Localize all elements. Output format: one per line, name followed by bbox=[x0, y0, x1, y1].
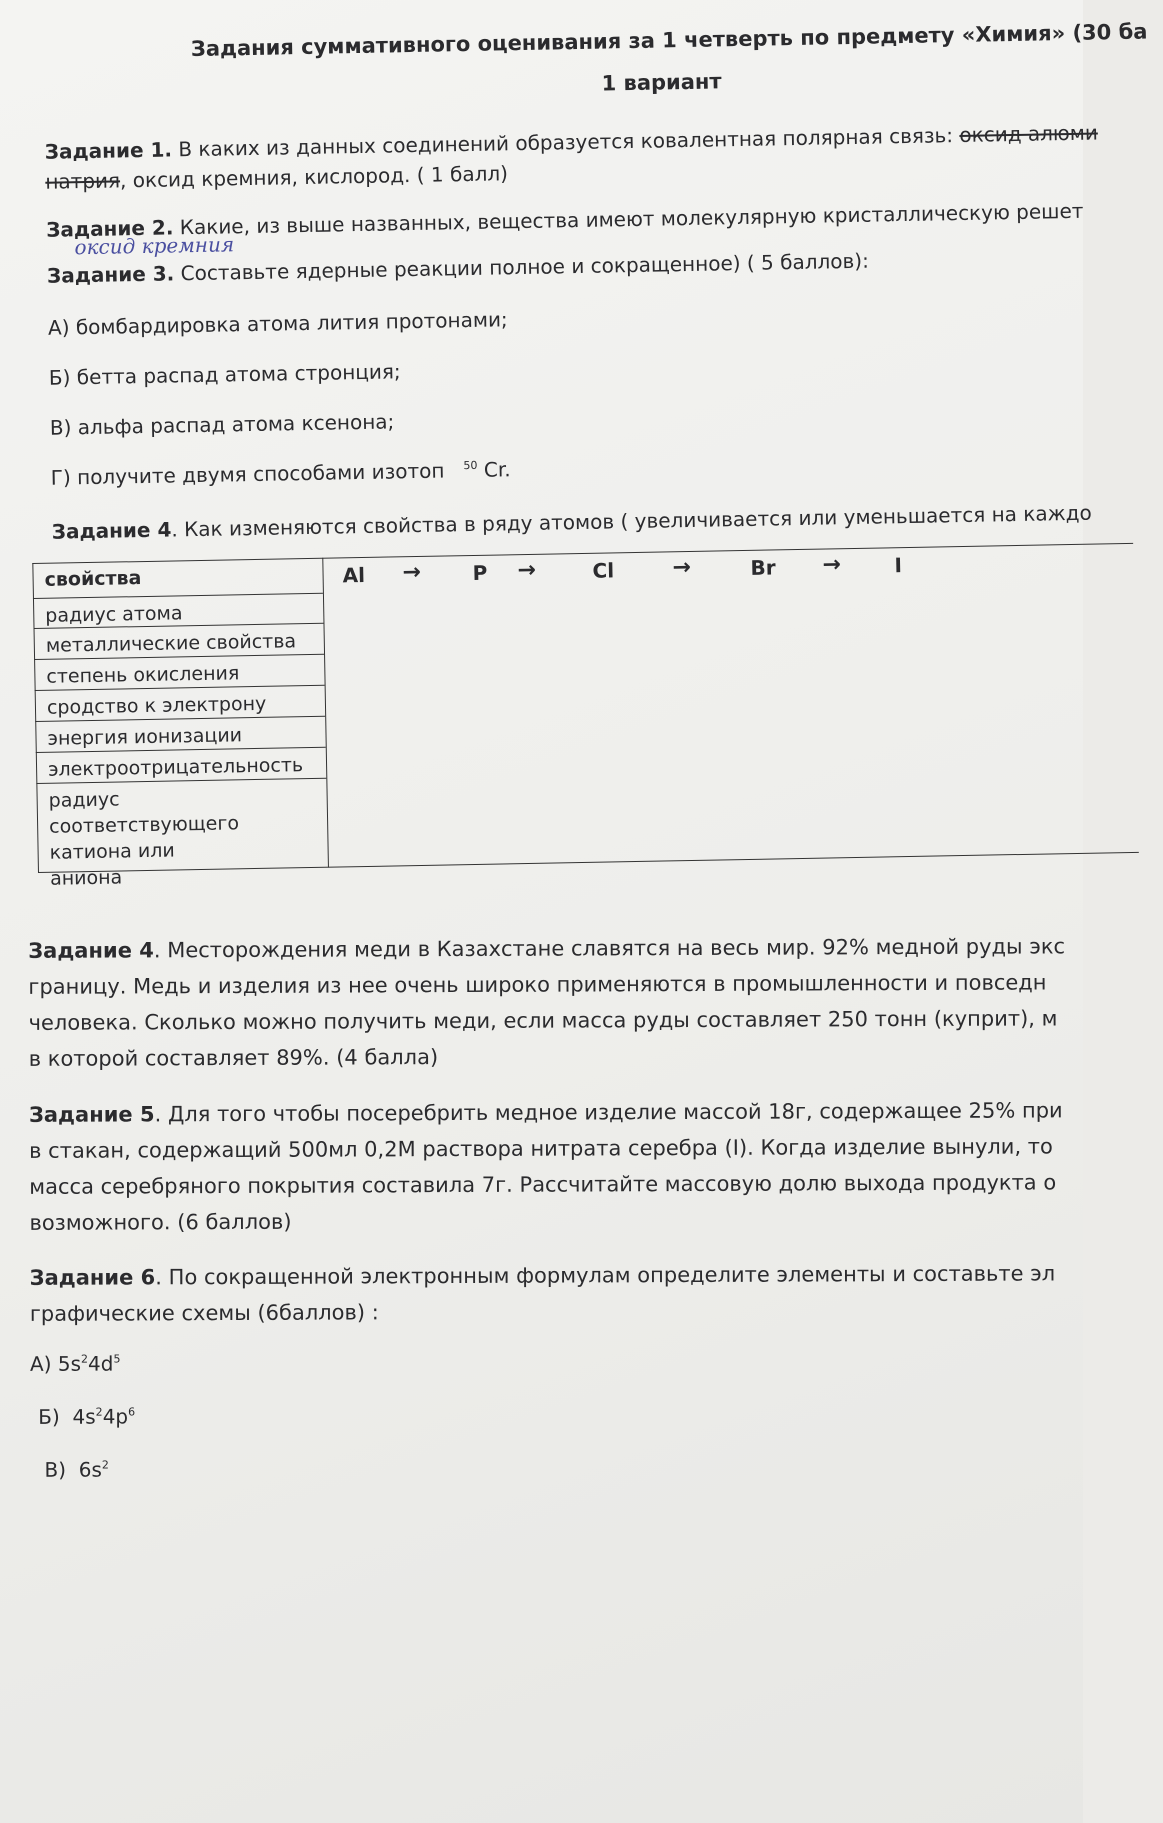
task4b-line4: в которой составляет 89%. (4 балла) bbox=[28, 1045, 439, 1071]
table-row: радиус атома bbox=[33, 594, 324, 629]
task4a-label: Задание 4 bbox=[51, 517, 172, 544]
task2-label: Задание 2. bbox=[45, 215, 174, 242]
table-row: степень окисления bbox=[34, 655, 325, 691]
task4b-label: Задание 4 bbox=[28, 938, 154, 963]
element-i: I bbox=[894, 553, 903, 578]
element-al: Al bbox=[342, 562, 366, 588]
formula-part: 4s bbox=[72, 1404, 96, 1429]
task6-item-a bbox=[30, 1351, 121, 1375]
element-br: Br bbox=[750, 555, 776, 580]
task4a-text: . Как изменяются свойства в ряду атомов ( увеличивается или уменьшается на каждо bbox=[171, 500, 1092, 542]
item-label: А) bbox=[29, 1351, 52, 1376]
table-row: электроотрицательность bbox=[36, 748, 327, 784]
table-row: энергия ионизации bbox=[35, 717, 326, 753]
task4b-line1 bbox=[28, 928, 1065, 969]
element-p: P bbox=[472, 560, 488, 585]
isotope-element: Cr. bbox=[483, 457, 511, 482]
task2-handwritten-answer: оксид кремния bbox=[74, 232, 235, 260]
table-header-properties: свойства bbox=[32, 558, 323, 599]
table-row: радиус соответствующего катиона или аниона bbox=[48, 788, 240, 890]
task4b-line3: человека. Сколько можно получить меди, если масса руды составляет 250 тонн (куприт), м bbox=[28, 1006, 1058, 1035]
task1-label: Задание 1. bbox=[44, 137, 173, 164]
task5-label: Задание 5 bbox=[28, 1102, 155, 1127]
variant-label: 1 вариант bbox=[601, 69, 722, 96]
task3-label: Задание 3. bbox=[46, 261, 175, 288]
formula-part: 5s bbox=[57, 1351, 82, 1376]
item-label: В) bbox=[44, 1457, 67, 1482]
task2-text: Какие, из выше названных, вещества имеют молекулярную кристаллическую решет bbox=[173, 198, 1084, 240]
task4b-text: . Месторождения меди в Казахстане славятся на весь мир. 92% медной руды экс bbox=[153, 934, 1066, 963]
task5-line3: масса серебряного покрытия составила 7г. Рассчитайте массовую долю выхода продукта о bbox=[29, 1170, 1057, 1199]
arrow-icon: → bbox=[672, 554, 692, 581]
table-row: металлические свойства bbox=[34, 624, 325, 660]
task3-item-c: В) альфа распад атома ксенона; bbox=[49, 409, 395, 440]
formula-part: 4d bbox=[87, 1351, 114, 1376]
task1-text: В каких из данных соединений образуется ковалентная полярная связь: bbox=[171, 122, 960, 162]
item-label: Б) bbox=[38, 1404, 60, 1429]
task6-line2: графические схемы (6баллов) : bbox=[29, 1300, 379, 1326]
formula-superscript: 5 bbox=[113, 1352, 121, 1366]
task3-text: Составьте ядерные реакции полное и сокращенное) ( 5 баллов): bbox=[174, 248, 870, 286]
table-row: сродство к электрону bbox=[35, 686, 326, 722]
task5-text: . Для того чтобы посеребрить медное изделие массой 18г, содержащее 25% при bbox=[154, 1098, 1063, 1127]
arrow-icon: → bbox=[517, 557, 537, 584]
task5-line1 bbox=[29, 1092, 1063, 1133]
task5-line2: в стакан, содержащий 500мл 0,2М раствора нитрата серебра (I). Когда изделие вынули, то bbox=[29, 1134, 1053, 1163]
task6-text: . По сокращенной электронным формулам определите элементы и составьте эл bbox=[155, 1261, 1056, 1290]
task1-struck-a: оксид алюми bbox=[959, 120, 1099, 147]
task4b-line2: границу. Медь и изделия из нее очень широко применяются в промышленности и повседн bbox=[28, 970, 1047, 999]
formula-superscript: 2 bbox=[80, 1352, 89, 1366]
task6-line1 bbox=[30, 1255, 1056, 1295]
isotope-mass-number: 50 bbox=[463, 458, 478, 473]
task6-item-c bbox=[44, 1458, 109, 1482]
task3-item-b: Б) бетта распад атома стронция; bbox=[48, 359, 401, 390]
page-title: Задания суммативного оценивания за 1 четверть по предмету «Химия» (30 ба bbox=[190, 19, 1148, 62]
formula-superscript: 2 bbox=[95, 1405, 103, 1419]
arrow-icon: → bbox=[822, 552, 842, 578]
task6-item-b bbox=[38, 1404, 135, 1428]
task1-text-b: , оксид кремния, кислород. ( 1 балл) bbox=[119, 161, 509, 193]
arrow-icon: → bbox=[402, 559, 422, 586]
element-cl: Cl bbox=[592, 558, 615, 583]
task3-item-d-text: Г) получите двумя способами изотоп bbox=[50, 458, 445, 490]
task6-label: Задание 6 bbox=[29, 1265, 156, 1290]
task1-struck-b: натрия bbox=[45, 168, 121, 194]
task3-item-a: А) бомбардировка атома лития протонами; bbox=[47, 307, 508, 340]
formula-part: 6s bbox=[78, 1457, 102, 1482]
formula-superscript: 6 bbox=[128, 1405, 136, 1419]
formula-part: 4p bbox=[102, 1404, 129, 1429]
task5-line4: возможного. (6 баллов) bbox=[29, 1209, 292, 1235]
formula-superscript: 2 bbox=[101, 1458, 109, 1472]
